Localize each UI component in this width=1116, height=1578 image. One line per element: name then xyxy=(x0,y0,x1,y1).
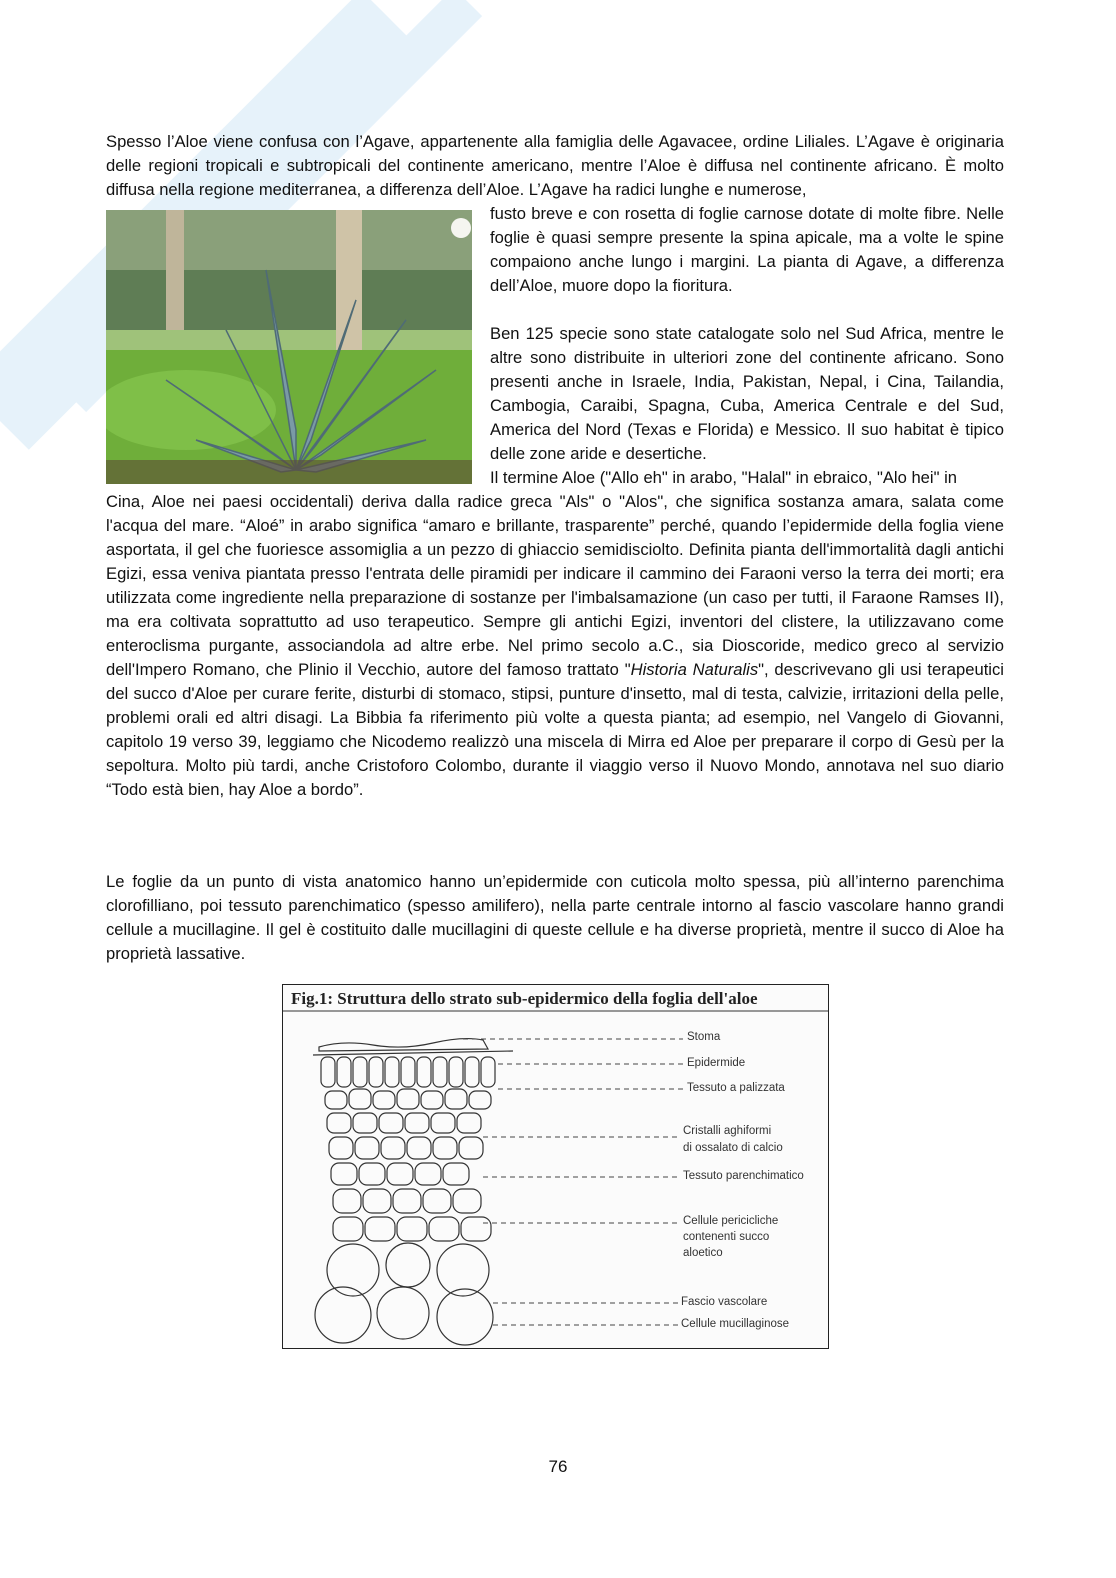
paragraph-agave-intro: Spesso l’Aloe viene confusa con l’Agave, appartenente alla famiglia delle Agavacee, ordine Liliales. L’Agave è originaria delle regioni tropicali e subtropicali del continente americano, mentre l’Aloe è diffusa nel continente africano. È molto diffusa nella regione mediterranea, a differenza dell’Aloe. L’Agave ha radici lunghe e numerose, xyxy=(106,132,1004,199)
page-number: 76 xyxy=(548,1457,568,1476)
figure-leaf-structure xyxy=(282,984,829,1349)
label-cristalli-2: di ossalato di calcio xyxy=(683,1142,783,1154)
label-fascio-vascolare: Fascio vascolare xyxy=(681,1296,768,1308)
agave-photo xyxy=(106,210,472,484)
label-pericicliche-1: Cellule pericicliche xyxy=(683,1215,779,1227)
paragraph-aloe-history xyxy=(106,490,1004,802)
label-cellule-mucillaginose: Cellule mucillaginose xyxy=(681,1318,790,1330)
paragraph-agave-leaves: fusto breve e con rosetta di foglie carnose dotate di molte fibre. Nelle foglie è quasi sempre presente la spina apicale, ma a volte le spine compaiono anche lungo i margini. La pianta di Agave, a differenza dell’Aloe, muore dopo la fioritura. xyxy=(490,204,1004,295)
label-cristalli-1: Cristalli aghiformi xyxy=(683,1125,772,1137)
label-tessuto-palizzata: Tessuto a palizzata xyxy=(687,1082,785,1094)
historia-naturalis-title: Historia Naturalis xyxy=(630,660,759,679)
label-epidermide: Epidermide xyxy=(687,1057,746,1069)
paragraph-aloe-distribution: Ben 125 specie sono state catalogate solo nel Sud Africa, mentre le altre sono distribuite in ulteriori zone del continente africano. Sono presenti anche in Israele, India, Pakistan, Nepal, i Cina, Tailandia, Cambogia, Caraibi, Spagna, Cuba, America Centrale e del Sud, America del Nord (Texas e Florida) e Messico. Il suo habitat è tipico delle zone aride e desertiche. xyxy=(490,324,1004,463)
paragraph-aloe-etymology-start: Il termine Aloe ("Allo eh" in arabo, "Halal" in ebraico, "Alo hei" in xyxy=(490,468,958,487)
history-text-a: Cina, Aloe nei paesi occidentali) deriva dalla radice greca "Als" o "Alos", che significa sostanza amara, salata come l'acqua del mare. “Aloé” in arabo significa “amaro e brillante, trasparente” perché, quando l’epidermide della foglia viene asportata, il gel che fuoriesce assomiglia a un pezzo di ghiaccio semidisciolto. Definita pianta dell'immortalità dagli antichi Egizi, essa veniva piantata presso l'entrata delle piramidi per indicare il cammino dei Faraoni verso la terra dei morti; era utilizzata come ingrediente nella preparazione di sostanze per l'imbalsamazione (un caso per tutti, il Faraone Ramses II), ma era coltivata soprattutto ad uso terapeutico. Sempre gli antichi Egizi, inventori del clistere, la utilizzavano come enteroclisma purgante, associandola ad altre erbe. Nel primo secolo a.C., sia Dioscoride, medico greco al servizio dell'Impero Romano, che Plinio il Vecchio, autore del famoso trattato " xyxy=(106,492,1004,679)
label-stoma: Stoma xyxy=(687,1031,721,1043)
history-text-b: ", descrivevano gli usi terapeutici del succo d'Aloe per curare ferite, disturbi di stomaco, stipsi, punture d'insetto, mal di testa, calvizie, irritazioni della pelle, problemi orali ed altri disagi. La Bibbia fa riferimento più volte a questa pianta; ad esempio, nel Vangelo di Giovanni, capitolo 19 verso 39, leggiamo che Nicodemo realizzò una miscela di Mirra ed Aloe per preparare il corpo di Gesù per la sepoltura. Molto più tardi, anche Cristoforo Colombo, durante il viaggio verso il Nuovo Mondo, annotava nel suo diario “Todo està bien, hay Aloe a bordo”. xyxy=(106,660,1004,799)
paragraph-leaf-anatomy: Le foglie da un punto di vista anatomico hanno un’epidermide con cuticola molto spessa, più all’interno parenchima clorofilliano, poi tessuto parenchimatico (spesso amilifero), nella parte centrale intorno al fascio vascolare hanno grandi cellule a mucillagine. Il gel è costituito dalle mucillagini di queste cellule e ha diverse proprietà, mentre il succo di Aloe ha proprietà lassative. xyxy=(106,872,1004,963)
label-pericicliche-2: contenenti succo xyxy=(683,1231,770,1243)
figure-title: Fig.1: Struttura dello strato sub-epidermico della foglia dell'aloe xyxy=(291,989,758,1008)
label-pericicliche-3: aloetico xyxy=(683,1247,723,1259)
leaf-cross-section-drawing xyxy=(283,985,828,1348)
label-tessuto-parenchimatico: Tessuto parenchimatico xyxy=(683,1170,804,1182)
